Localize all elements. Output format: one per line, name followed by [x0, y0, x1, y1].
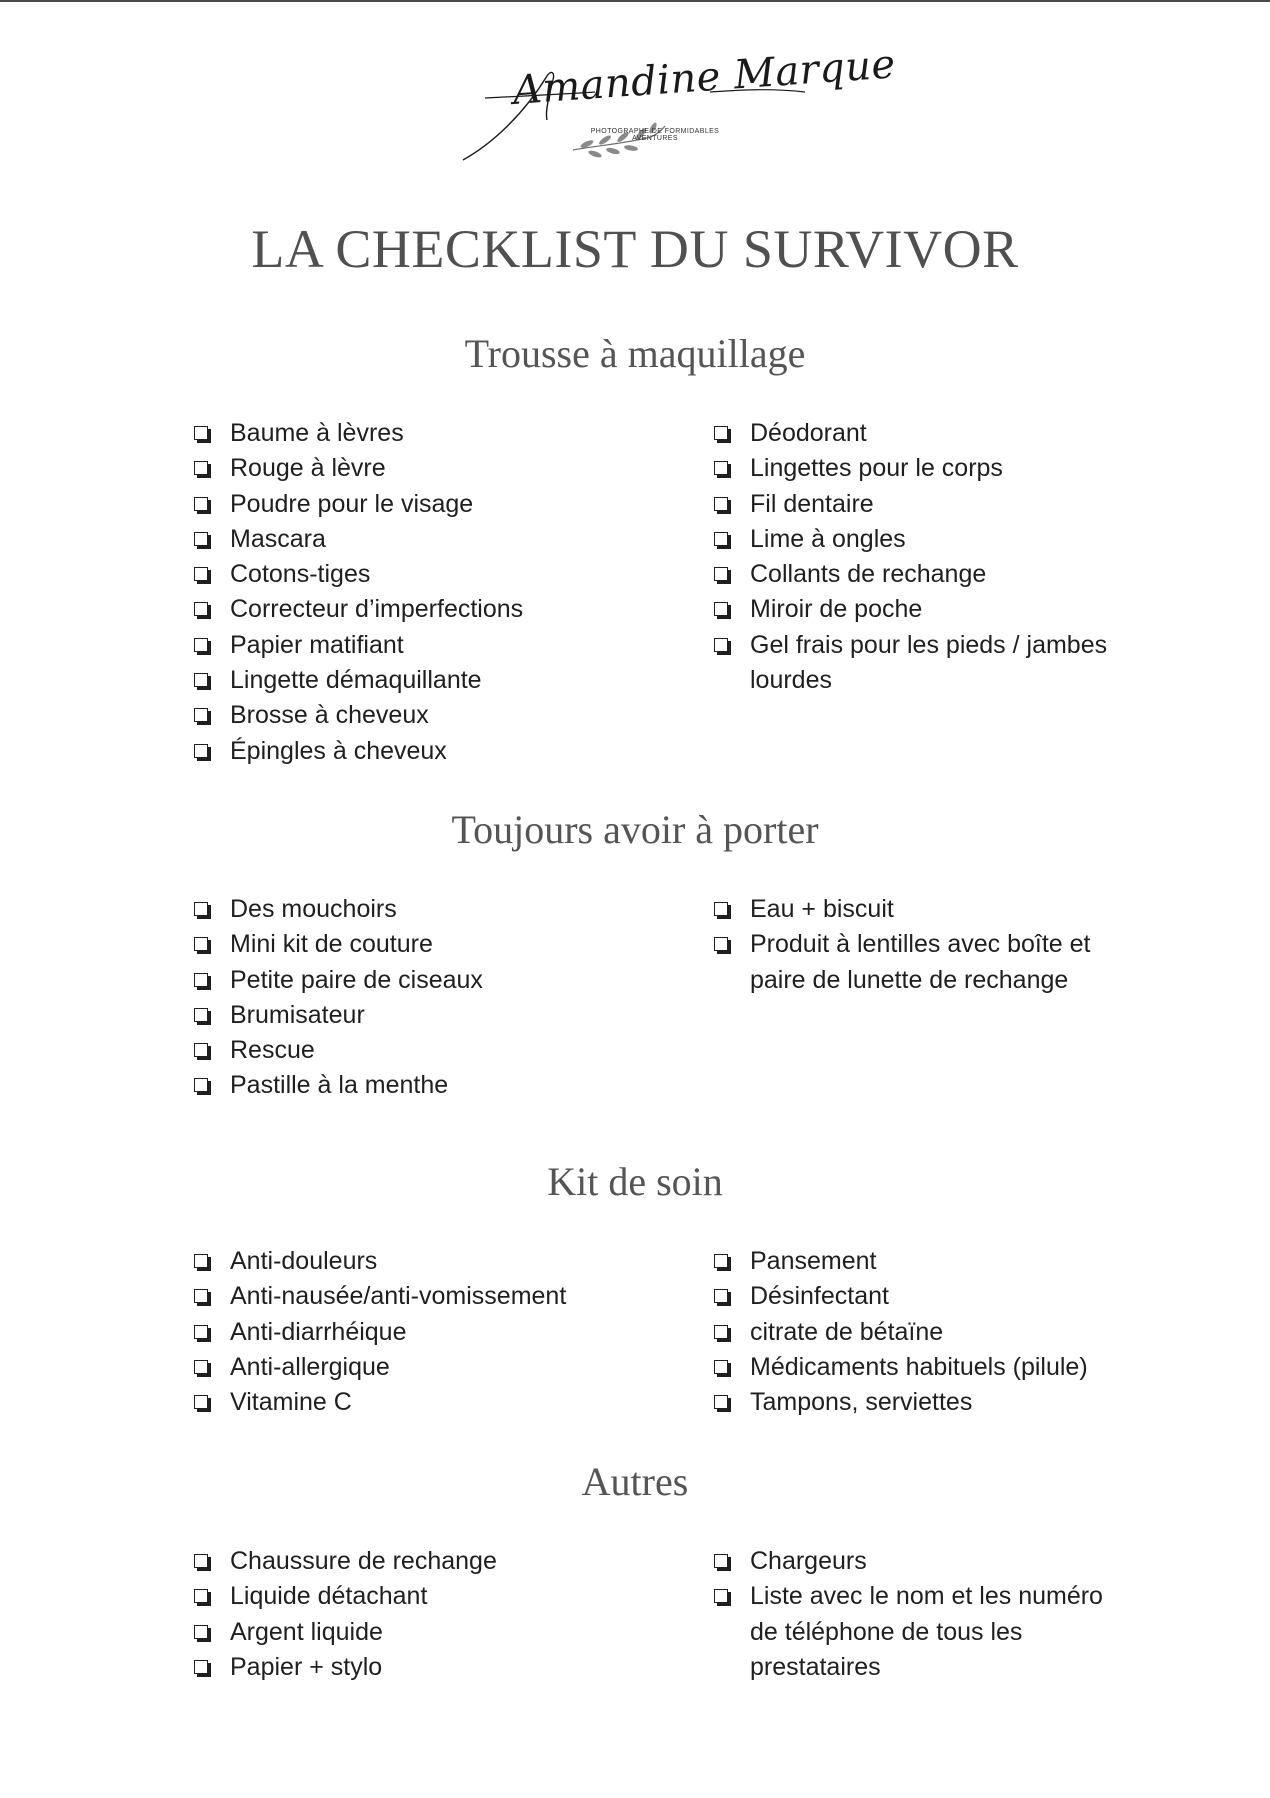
checklist-item-label: citrate de bétaïne — [750, 1317, 944, 1346]
checkbox-icon[interactable] — [194, 638, 208, 652]
checklist-item — [192, 557, 642, 592]
checklist-item-label: Lime à ongles — [750, 524, 906, 553]
checklist-column-left — [192, 1244, 642, 1420]
checkbox-icon[interactable] — [194, 497, 208, 511]
checklist-item — [712, 1244, 1132, 1279]
checkbox-icon[interactable] — [714, 1289, 728, 1303]
checkbox-icon[interactable] — [194, 461, 208, 475]
checklist-item-label: Brosse à cheveux — [230, 701, 429, 730]
checkbox-icon[interactable] — [194, 937, 208, 951]
checklist-item — [192, 698, 642, 733]
checklist-item-label: Anti-nausée/anti-vomissement — [230, 1282, 567, 1311]
checkbox-icon[interactable] — [714, 426, 728, 440]
checklist-item — [712, 1579, 1132, 1685]
checklist-column-right — [712, 416, 1132, 698]
checklist-item — [712, 927, 1132, 998]
checklist-item-label: Chargeurs — [750, 1547, 867, 1575]
checkbox-icon[interactable] — [714, 902, 728, 916]
checklist-item — [192, 1068, 642, 1103]
checklist-item — [192, 927, 642, 962]
checklist-item-label: Pastille à la menthe — [230, 1071, 449, 1100]
checklist-item — [192, 1579, 642, 1614]
checklist-item-label: Déodorant — [750, 419, 867, 447]
checklist-item — [712, 628, 1132, 699]
checkbox-icon[interactable] — [714, 1254, 728, 1268]
checkbox-icon[interactable] — [194, 1325, 208, 1339]
checkbox-icon[interactable] — [194, 567, 208, 581]
checklist-item-label: Pansement — [750, 1247, 877, 1275]
checklist-item-label: Anti-allergique — [230, 1352, 390, 1381]
checklist-item-label: Produit à lentilles avec boîte et paire de lunette de rechange — [750, 930, 1091, 994]
checklist-item — [192, 1279, 642, 1314]
checklist-column-right — [712, 892, 1132, 998]
checklist-item — [712, 892, 1132, 927]
checklist-item — [712, 522, 1132, 557]
checklist-item-label: Liquide détachant — [230, 1582, 428, 1611]
checklist-item-label: Eau + biscuit — [750, 895, 894, 923]
checklist-item-label: Poudre pour le visage — [230, 489, 474, 518]
checkbox-icon[interactable] — [194, 1254, 208, 1268]
checklist-item — [712, 487, 1132, 522]
checklist-item — [192, 416, 642, 451]
photographer-logo — [455, 41, 898, 182]
checklist-item-label: Gel frais pour les pieds / jambes lourdes — [750, 630, 1108, 695]
checklist-item — [712, 1279, 1132, 1314]
section-heading: Toujours avoir à porter — [451, 807, 819, 852]
checklist-item — [192, 1350, 642, 1385]
checklist-item-label: Argent liquide — [230, 1617, 383, 1646]
checklist-item-label: Correcteur d’imperfections — [230, 595, 524, 624]
checklist-item-label: Papier + stylo — [230, 1652, 383, 1681]
checkbox-icon[interactable] — [714, 602, 728, 616]
checkbox-icon[interactable] — [194, 426, 208, 440]
checkbox-icon[interactable] — [194, 1660, 208, 1674]
top-border — [0, 0, 1270, 2]
checklist-item — [712, 592, 1132, 627]
checklist-item — [712, 416, 1132, 451]
checklist-item-label: Médicaments habituels (pilule) — [750, 1352, 1088, 1381]
logo-signature: Amandine Marque — [511, 41, 898, 114]
section-heading: Kit de soin — [547, 1159, 723, 1204]
checklist-item — [192, 998, 642, 1033]
checklist-item — [192, 487, 642, 522]
checkbox-icon[interactable] — [714, 567, 728, 581]
checkbox-icon[interactable] — [714, 461, 728, 475]
checklist-item — [192, 628, 642, 663]
checklist-item-label: Lingettes pour le corps — [750, 454, 1003, 483]
checklist-item-label: Papier matifiant — [230, 630, 404, 659]
checkbox-icon[interactable] — [714, 1325, 728, 1339]
checklist-item-label: Baume à lèvres — [230, 419, 404, 447]
checklist-item-label: Brumisateur — [230, 1000, 365, 1029]
checkbox-icon[interactable] — [194, 1078, 208, 1092]
checklist-item-label: Petite paire de ciseaux — [230, 965, 483, 994]
checklist-item — [192, 1385, 642, 1420]
checkbox-icon[interactable] — [194, 1625, 208, 1639]
section-heading: Autres — [581, 1459, 689, 1504]
checklist-item-label: Liste avec le nom et les numéro de téléphone de tous les prestataires — [750, 1582, 1103, 1681]
checklist-item-label: Mascara — [230, 524, 326, 553]
checkbox-icon[interactable] — [714, 1395, 728, 1409]
checklist-item — [712, 1385, 1132, 1420]
checklist-item — [192, 451, 642, 486]
logo-tagline: PHOTOGRAPHE DE FORMIDABLES AVENTURES — [590, 128, 720, 142]
checkbox-icon[interactable] — [194, 1008, 208, 1022]
checkbox-icon[interactable] — [194, 708, 208, 722]
checkbox-icon[interactable] — [194, 1360, 208, 1374]
checkbox-icon[interactable] — [714, 532, 728, 546]
checklist-item — [192, 1244, 642, 1279]
checkbox-icon[interactable] — [714, 1554, 728, 1568]
checklist-column-left — [192, 1544, 642, 1685]
checklist-item — [712, 1315, 1132, 1350]
checklist-item-label: Cotons-tiges — [230, 560, 371, 589]
checkbox-icon[interactable] — [194, 1289, 208, 1303]
checklist-column-left — [192, 416, 642, 769]
checklist-item — [192, 1033, 642, 1068]
checklist-item — [192, 663, 642, 698]
checklist-item-label: Rouge à lèvre — [230, 454, 386, 483]
checklist-item-label: Anti-diarrhéique — [230, 1317, 407, 1346]
checkbox-icon[interactable] — [194, 602, 208, 616]
checklist-item — [712, 451, 1132, 486]
checklist-item-label: Épingles à cheveux — [230, 736, 447, 765]
checklist-item — [192, 892, 642, 927]
checklist-item-label: Vitamine C — [230, 1388, 352, 1417]
checklist-item-label: Mini kit de couture — [230, 930, 433, 959]
checklist-item — [192, 1544, 642, 1579]
checkbox-icon[interactable] — [194, 532, 208, 546]
checklist-item — [712, 1544, 1132, 1579]
checkbox-icon[interactable] — [194, 1043, 208, 1057]
checklist-column-right — [712, 1544, 1132, 1685]
checkbox-icon[interactable] — [714, 497, 728, 511]
checklist-item — [192, 1650, 642, 1685]
checklist-column-left — [192, 892, 642, 1104]
checklist-item — [192, 734, 642, 769]
checkbox-icon[interactable] — [714, 1360, 728, 1374]
checklist-item — [192, 963, 642, 998]
checklist-item-label: Lingette démaquillante — [230, 666, 482, 695]
checkbox-icon[interactable] — [194, 673, 208, 687]
checklist-item-label: Chaussure de rechange — [230, 1547, 497, 1575]
checkbox-icon[interactable] — [194, 902, 208, 916]
checklist-item — [712, 1350, 1132, 1385]
checklist-item — [192, 592, 642, 627]
checkbox-icon[interactable] — [194, 973, 208, 987]
checklist-item-label: Anti-douleurs — [230, 1247, 378, 1275]
checkbox-icon[interactable] — [714, 638, 728, 652]
checkbox-icon[interactable] — [714, 1589, 728, 1603]
checklist-item-label: Désinfectant — [750, 1282, 889, 1311]
checklist-item — [192, 1315, 642, 1350]
checkbox-icon[interactable] — [194, 1589, 208, 1603]
checklist-item-label: Rescue — [230, 1036, 315, 1065]
checkbox-icon[interactable] — [714, 937, 728, 951]
checklist-item — [192, 1615, 642, 1650]
checklist-column-right — [712, 1244, 1132, 1420]
checklist-item-label: Collants de rechange — [750, 560, 987, 589]
checkbox-icon[interactable] — [194, 1554, 208, 1568]
section-heading: Trousse à maquillage — [464, 331, 806, 376]
checklist-item — [712, 557, 1132, 592]
checklist-item-label: Tampons, serviettes — [750, 1388, 973, 1417]
checklist-item-label: Des mouchoirs — [230, 895, 397, 923]
page-title: LA CHECKLIST DU SURVIVOR — [251, 219, 1019, 279]
checklist-item-label: Fil dentaire — [750, 489, 874, 518]
checklist-item-label: Miroir de poche — [750, 595, 923, 624]
checklist-item — [192, 522, 642, 557]
checkbox-icon[interactable] — [194, 744, 208, 758]
checkbox-icon[interactable] — [194, 1395, 208, 1409]
